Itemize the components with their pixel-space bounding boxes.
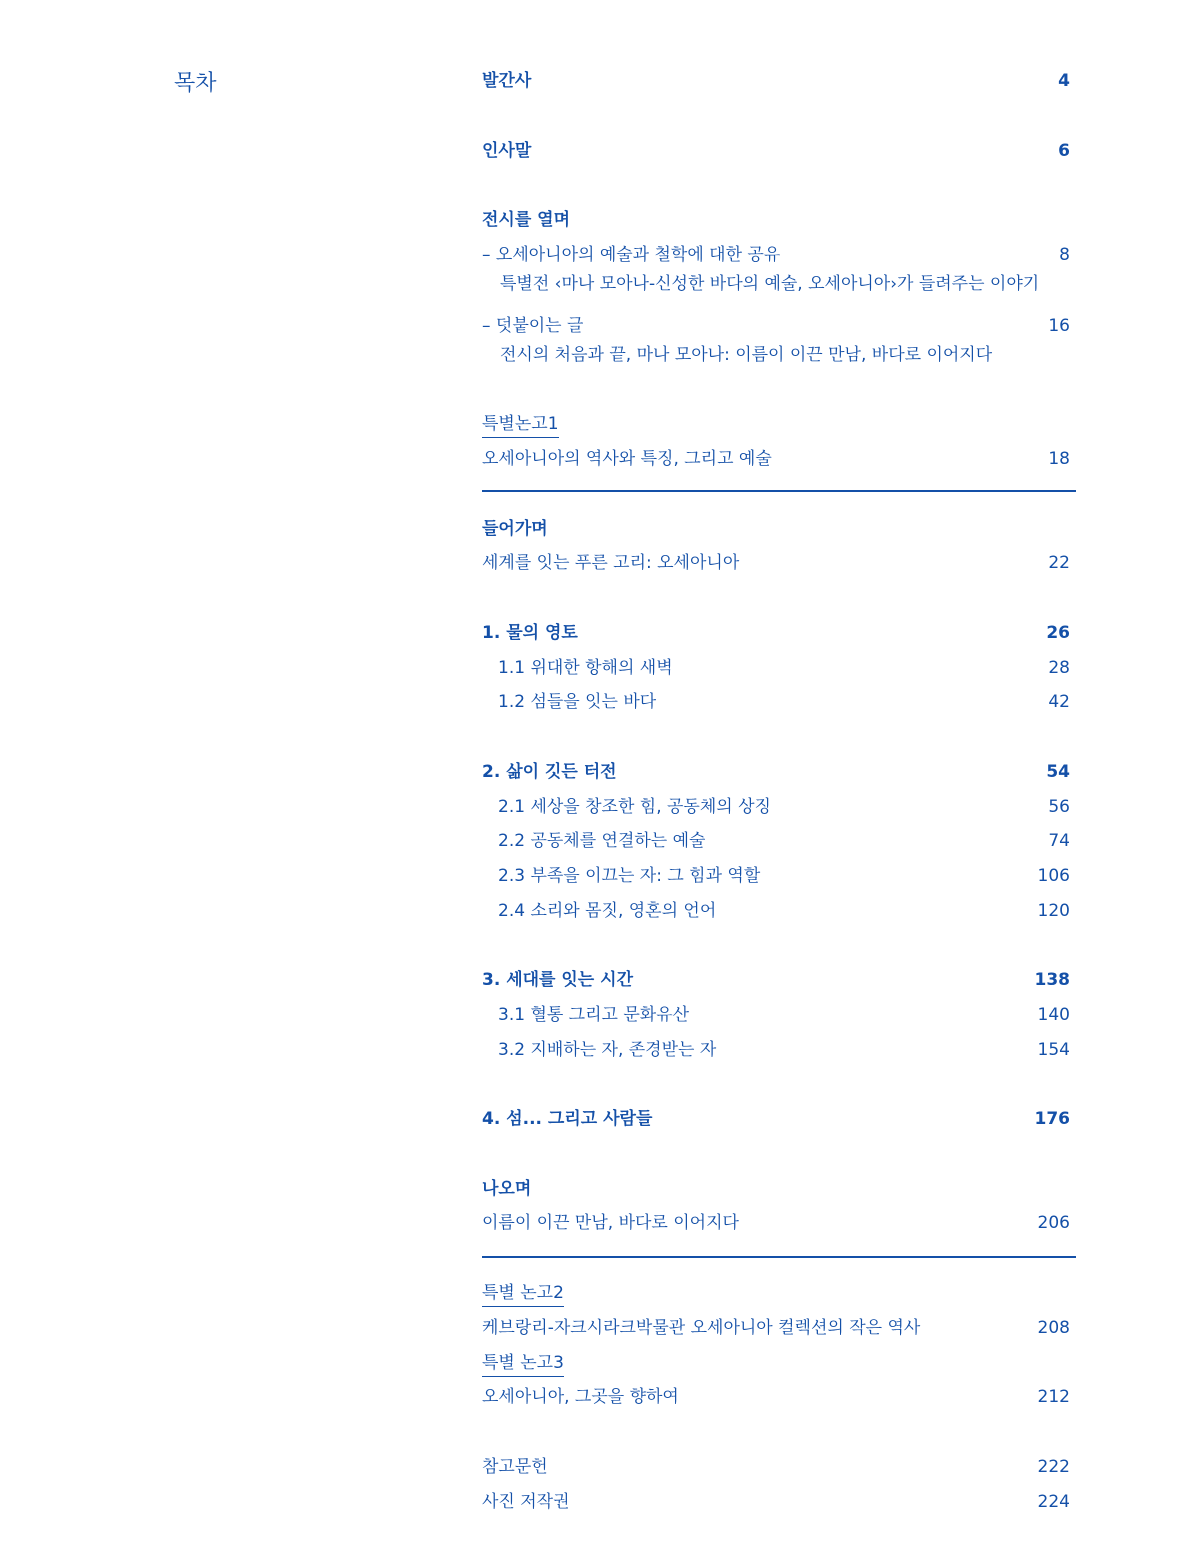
toc-entry-page: 208 bbox=[1037, 1318, 1070, 1338]
toc-entry-opening-2[interactable] bbox=[482, 314, 1070, 338]
toc-entry-greeting[interactable] bbox=[482, 139, 1070, 163]
toc-entry-title: 세계를 잇는 푸른 고리: 오세아니아 bbox=[482, 553, 740, 573]
toc-entry-title: 2. 삶이 깃든 터전 bbox=[482, 762, 617, 782]
toc-entry-closing-1[interactable] bbox=[482, 1211, 1070, 1235]
toc-entry-title: 3.1 혈통 그리고 문화유산 bbox=[498, 1005, 690, 1025]
toc-entry-page: 176 bbox=[1034, 1109, 1070, 1129]
toc-section-opening bbox=[482, 208, 1070, 232]
section-divider bbox=[482, 1256, 1076, 1258]
toc-entry-title: 오세아니아의 역사와 특징, 그리고 예술 bbox=[482, 449, 772, 469]
toc-entry-title: 사진 저작권 bbox=[482, 1492, 570, 1512]
toc-entry-page: 222 bbox=[1037, 1457, 1070, 1477]
toc-entry-special-2[interactable] bbox=[482, 1316, 1070, 1340]
toc-entry-subtitle: 특별전 ‹마나 모아나-신성한 바다의 예술, 오세아니아›가 들려주는 이야기 bbox=[500, 274, 1040, 294]
toc-entry-title: 참고문헌 bbox=[482, 1457, 548, 1477]
toc-entry-page: 74 bbox=[1048, 831, 1070, 851]
toc-entry-page: 4 bbox=[1058, 71, 1070, 91]
toc-entry-page: 18 bbox=[1048, 449, 1070, 469]
toc-section-closing bbox=[482, 1177, 1070, 1201]
toc-entry-title: 1.2 섬들을 잇는 바다 bbox=[498, 692, 657, 712]
toc-entry-1-2[interactable] bbox=[482, 690, 1070, 714]
toc-entry-title: 2.3 부족을 이끄는 자: 그 힘과 역할 bbox=[498, 866, 761, 886]
toc-entry-title: 2.4 소리와 몸짓, 영혼의 언어 bbox=[498, 901, 717, 921]
special-essay-1-label: 특별논고1 bbox=[482, 412, 559, 438]
toc-section-title: 들어가며 bbox=[482, 519, 548, 539]
toc-entry-page: 212 bbox=[1037, 1387, 1070, 1407]
section-divider bbox=[482, 490, 1076, 492]
toc-entry-references[interactable] bbox=[482, 1455, 1070, 1479]
special-essay-2-label: 특별 논고2 bbox=[482, 1281, 564, 1307]
toc-entry-title: – 덧붙이는 글 bbox=[482, 316, 584, 336]
page-title: 목차 bbox=[174, 71, 217, 96]
toc-entry-page: 22 bbox=[1048, 553, 1070, 573]
toc-entry-page: 42 bbox=[1048, 692, 1070, 712]
toc-entry-title: 3. 세대를 잇는 시간 bbox=[482, 970, 633, 990]
toc-entry-page: 26 bbox=[1046, 623, 1070, 643]
toc-entry-2-1[interactable] bbox=[482, 795, 1070, 819]
toc-entry-page: 6 bbox=[1058, 141, 1070, 161]
toc-entry-page: 154 bbox=[1037, 1040, 1070, 1060]
toc-entry-page: 206 bbox=[1037, 1213, 1070, 1233]
toc-entry-title: 4. 섬... 그리고 사람들 bbox=[482, 1109, 653, 1129]
toc-entry-title: 2.1 세상을 창조한 힘, 공동체의 상징 bbox=[498, 797, 771, 817]
toc-entry-title: 인사말 bbox=[482, 141, 532, 161]
toc-entry-title: 이름이 이끈 만남, 바다로 이어지다 bbox=[482, 1213, 739, 1233]
toc-entry-page: 54 bbox=[1046, 762, 1070, 782]
toc-entry-2-2[interactable] bbox=[482, 829, 1070, 853]
toc-entry-title: 2.2 공동체를 연결하는 예술 bbox=[498, 831, 706, 851]
toc-entry-photo-credits[interactable] bbox=[482, 1490, 1070, 1514]
toc-entry-page: 16 bbox=[1048, 316, 1070, 336]
toc-entry-1-1[interactable] bbox=[482, 656, 1070, 680]
toc-entry-title: 케브랑리-자크시라크박물관 오세아니아 컬렉션의 작은 역사 bbox=[482, 1318, 921, 1338]
toc-entry-title: 1. 물의 영토 bbox=[482, 623, 578, 643]
toc-entry-page: 56 bbox=[1048, 797, 1070, 817]
toc-entry-opening-1[interactable] bbox=[482, 243, 1070, 267]
toc-entry-page: 140 bbox=[1037, 1005, 1070, 1025]
toc-chapter-4[interactable] bbox=[482, 1107, 1070, 1131]
toc-entry-title: 발간사 bbox=[482, 71, 532, 91]
toc-section-intro bbox=[482, 517, 1070, 541]
toc-entry-2-3[interactable] bbox=[482, 864, 1070, 888]
toc-entry-page: 138 bbox=[1034, 970, 1070, 990]
toc-entry-page: 106 bbox=[1037, 866, 1070, 886]
toc-entry-intro-1[interactable] bbox=[482, 551, 1070, 575]
toc-entry-title: 1.1 위대한 항해의 새벽 bbox=[498, 658, 673, 678]
toc-entry-title: 3.2 지배하는 자, 존경받는 자 bbox=[498, 1040, 717, 1060]
toc-entry-title: 오세아니아, 그곳을 향하여 bbox=[482, 1387, 679, 1407]
special-essay-3-label: 특별 논고3 bbox=[482, 1351, 564, 1377]
toc-entry-2-4[interactable] bbox=[482, 899, 1070, 923]
toc-section-title: 전시를 열며 bbox=[482, 210, 571, 230]
toc-chapter-3[interactable] bbox=[482, 968, 1070, 992]
toc-entry-special-1[interactable] bbox=[482, 447, 1070, 471]
toc-chapter-2[interactable] bbox=[482, 760, 1070, 784]
toc-entry-3-1[interactable] bbox=[482, 1003, 1070, 1027]
toc-entry-title: – 오세아니아의 예술과 철학에 대한 공유 bbox=[482, 245, 781, 265]
toc-entry-special-3[interactable] bbox=[482, 1385, 1070, 1409]
toc-section-title: 나오며 bbox=[482, 1179, 532, 1199]
toc-entry-publisher[interactable] bbox=[482, 69, 1070, 93]
toc-chapter-1[interactable] bbox=[482, 621, 1070, 645]
toc-entry-subtitle: 전시의 처음과 끝, 마나 모아나: 이름이 이끈 만남, 바다로 이어지다 bbox=[500, 345, 993, 365]
toc-entry-page: 224 bbox=[1037, 1492, 1070, 1512]
toc-entry-page: 28 bbox=[1048, 658, 1070, 678]
toc-entry-page: 8 bbox=[1059, 245, 1070, 265]
toc-entry-page: 120 bbox=[1037, 901, 1070, 921]
toc-entry-3-2[interactable] bbox=[482, 1038, 1070, 1062]
